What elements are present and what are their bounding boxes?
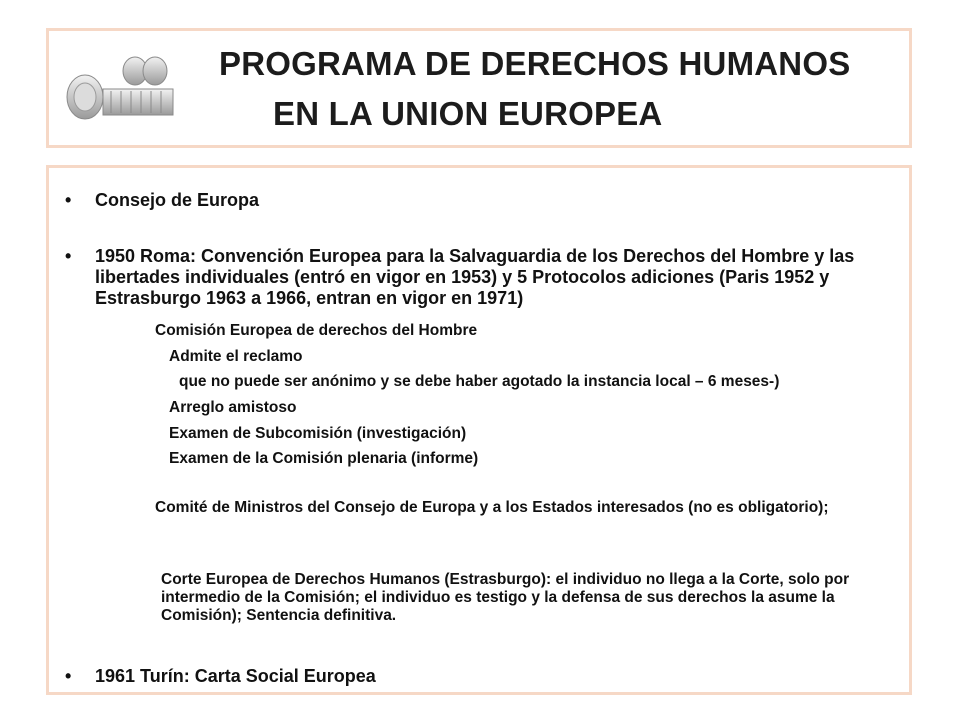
- corte-europea: Corte Europea de Derechos Humanos (Estrasburgo): el individuo no llega a la Corte, solo por intermedio de la Comisión; el individuo es testigo y la defensa de sus derechos la asume la Comisión); Sentencia definitiva.: [161, 571, 850, 624]
- commission-heading: Comisión Europea de derechos del Hombre: [155, 322, 478, 339]
- step-admite: Admite el reclamo: [169, 348, 303, 365]
- bullet-marker: •: [65, 190, 72, 210]
- step-subcomision: Examen de Subcomisión (investigación): [169, 425, 467, 442]
- bullet-convencion-1950: 1950 Roma: Convención Europea para la Salvaguardia de los Derechos del Hombre y las libertades individuales (entró en vigor en 1953) y 5 Protocolos adiciones (Paris 1952 y Estrasburgo 1963 a 1966, entran en vigor en 1971): [95, 246, 855, 308]
- bullet-marker: •: [65, 666, 72, 686]
- step-anonimo: que no puede ser anónimo y se debe haber agotado la instancia local – 6 meses-): [179, 373, 780, 390]
- step-plenaria: Examen de la Comisión plenaria (informe): [169, 450, 479, 467]
- bullet-consejo-europa: Consejo de Europa: [95, 190, 260, 210]
- page-title-line2: EN LA UNION EUROPEA: [273, 95, 663, 132]
- bullet-marker: •: [65, 246, 72, 266]
- bullet-carta-social: 1961 Turín: Carta Social Europea: [95, 666, 376, 686]
- step-arreglo: Arreglo amistoso: [169, 399, 297, 416]
- title-panel: [46, 28, 912, 148]
- page-title-line1: PROGRAMA DE DERECHOS HUMANOS: [219, 45, 851, 82]
- comite-ministros: Comité de Ministros del Consejo de Europa y a los Estados interesados (no es obligatorio);: [155, 499, 829, 516]
- parliament-building-icon: [63, 49, 183, 129]
- content-panel: [46, 165, 912, 695]
